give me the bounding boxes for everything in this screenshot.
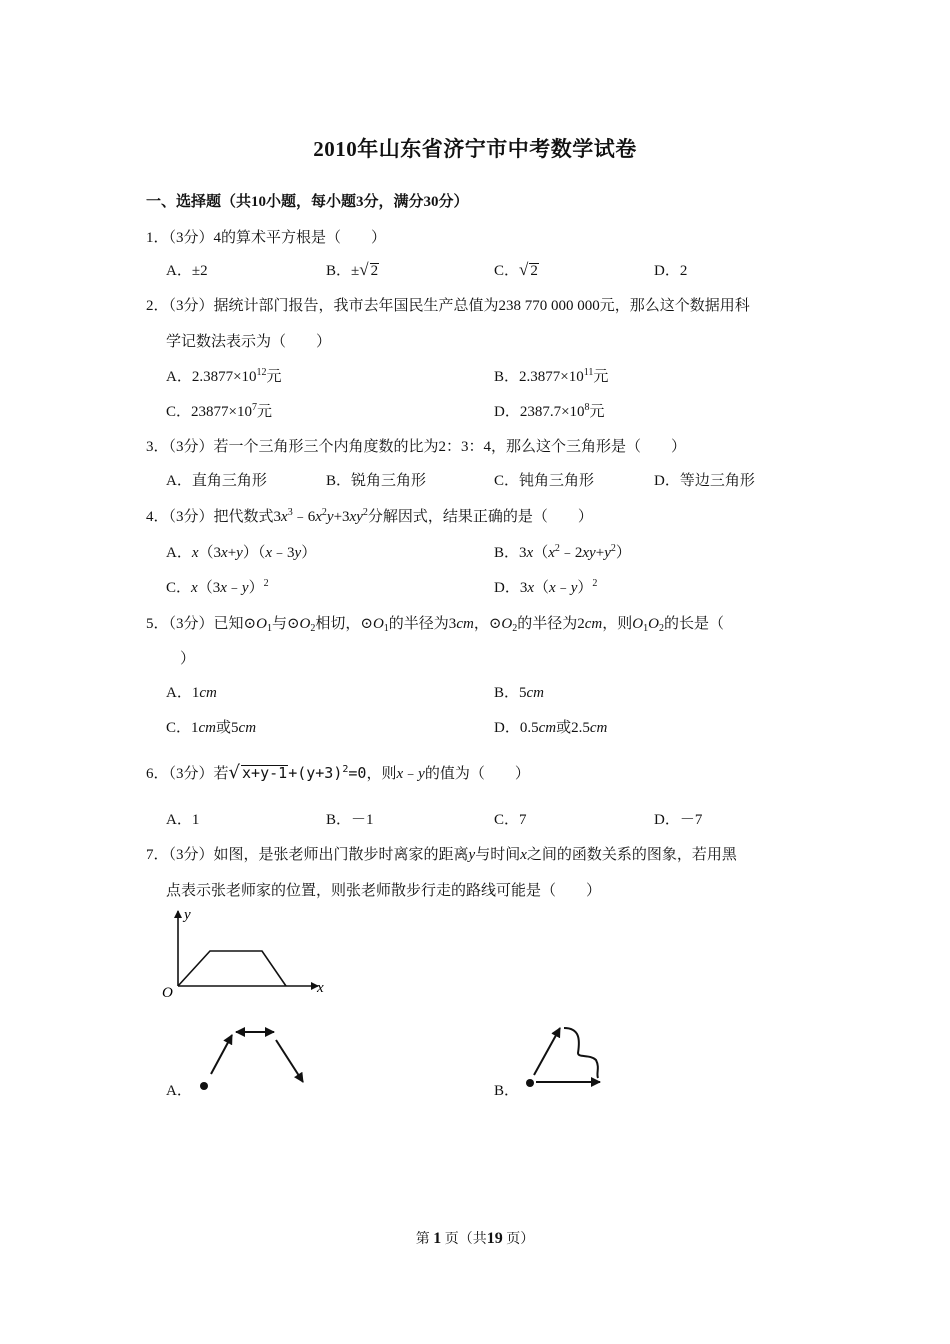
q3-option-a: A．直角三角形 xyxy=(166,473,267,489)
q2-option-a: A．$2.3877\times 10^{12}$元 xyxy=(166,367,282,385)
q6-option-a: A．1 xyxy=(166,812,200,828)
q3-option-b: B．锐角三角形 xyxy=(326,473,427,489)
function-curve xyxy=(178,951,286,986)
q1-option-a: A．±2 xyxy=(166,263,208,279)
q4-option-b: B．$3x(x^2﹣2xy+y^2)$ xyxy=(494,543,631,561)
section-heading: 一、选择题（共10小题，每小题3分，满分30分） xyxy=(146,194,469,210)
q5-option-a: A．1cm xyxy=(166,685,217,701)
question-3: 3．（3分）若一个三角形三个内角度数的比为2：3：4，那么这个三角形是（ ） xyxy=(146,439,687,455)
x-axis-label: x xyxy=(317,980,324,996)
question-2: 2．（3分）据统计部门报告，我市去年国民生产总值为238 770 000 000元，那么这个数据用科 xyxy=(146,298,750,314)
q7-distance-time-graph xyxy=(160,905,340,1000)
q6-equation: √ $x+y-1+(y+3)^2=0$ xyxy=(228,762,367,783)
q4-option-a: A．x（3x+y）（x﹣3y） xyxy=(166,545,317,561)
home-dot xyxy=(200,1082,208,1090)
q2-option-b: B．$2.3877\times 10^{11}$元 xyxy=(494,367,609,385)
q5-option-d: D．0.5cm或2.5cm xyxy=(494,720,608,736)
question-7-line2: 点表示张老师家的位置，则张老师散步行走的路线可能是（ ） xyxy=(166,883,602,899)
question-6: 6．（3分）若√ $x+y-1+(y+3)^2=0$，则x﹣y的值为（ ） xyxy=(146,762,530,783)
q2-option-d: D．$2387.7\times 10^8$元 xyxy=(494,402,605,420)
q1-option-d: D．2 xyxy=(654,263,688,279)
q1-option-c: C．√ 2 xyxy=(494,260,538,279)
question-2-line2: 学记数法表示为（ ） xyxy=(166,334,332,350)
page-total: 19 xyxy=(486,1230,503,1247)
page-footer: 第 1 页（共19 页） xyxy=(415,1230,535,1247)
q2-option-c: C．$23877\times 10^7$元 xyxy=(166,402,272,420)
q7-option-b-route xyxy=(520,1018,610,1093)
question-4: 4．（3分）把代数式$3x^3﹣6x^2y+3xy^2$分解因式，结果正确的是（ ） xyxy=(146,507,593,525)
q5-option-b: B．5cm xyxy=(494,685,545,701)
q6-option-c: C．7 xyxy=(494,812,527,828)
q6-option-b: B．－1 xyxy=(326,812,374,828)
question-5: 5．（3分）已知$⊙O_1$与$⊙O_2$相切，$⊙O_1$的半径为3cm，$⊙O_2$的半径为2cm，则$O_1O_2$的长是（ xyxy=(146,616,724,634)
origin-label: O xyxy=(162,985,173,1001)
page-title: 2010年山东省济宁市中考数学试卷 xyxy=(313,137,637,161)
y-axis-label: y xyxy=(184,907,191,923)
question-5-line2: ） xyxy=(180,651,196,667)
q1-option-b: B．±√ 2 xyxy=(326,260,379,279)
q6-option-d: D．－7 xyxy=(654,812,703,828)
q7-option-b-label: B． xyxy=(494,1083,520,1099)
q4-option-d: D．3x（x﹣y）$^2$ xyxy=(494,578,598,596)
q5-option-c: C．1cm或5cm xyxy=(166,720,257,736)
q3-option-d: D．等边三角形 xyxy=(654,473,755,489)
q3-option-c: C．钝角三角形 xyxy=(494,473,595,489)
q7-option-a-route xyxy=(195,1020,315,1095)
question-7: 7．（3分）如图，是张老师出门散步时离家的距离y与时间x之间的函数关系的图象，若用黑 xyxy=(146,847,737,863)
q7-option-a-label: A． xyxy=(166,1083,192,1099)
page-number: 1 xyxy=(433,1230,442,1247)
question-1: 1．（3分）4的算术平方根是（ ） xyxy=(146,230,387,246)
q4-option-c: C．x（3x﹣y）$^2$ xyxy=(166,578,269,596)
home-dot xyxy=(526,1079,534,1087)
